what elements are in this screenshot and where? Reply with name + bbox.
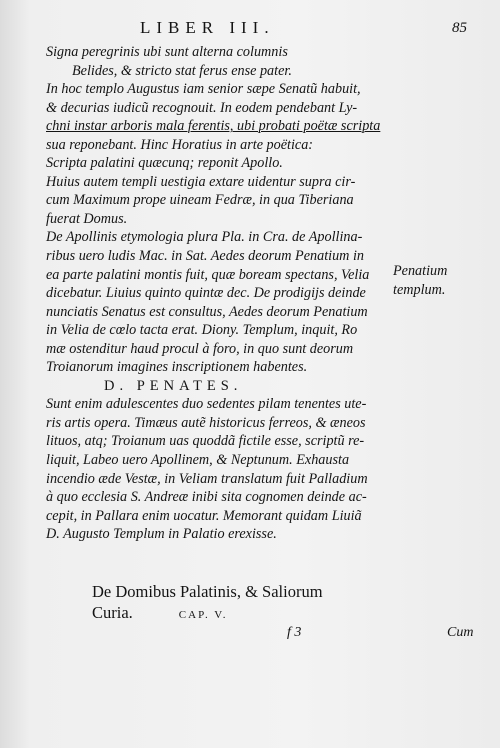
chapter-title: De Domibus Palatinis, & Saliorum: [92, 582, 323, 601]
text-line: dicebatur. Liuius quinto quintæ dec. De prodigijs deinde: [46, 285, 366, 302]
margin-note: templum.: [393, 282, 446, 298]
text-line: cepit, in Pallara enim uocatur. Memorant quidam Liuiã: [46, 507, 362, 524]
running-head: LIBER III.: [140, 18, 275, 37]
page-footer: [0, 625, 500, 645]
chapter-heading: [92, 581, 392, 626]
text-line: Signa peregrinis ubi sunt alterna columnis: [46, 44, 288, 60]
text-line: D. Augusto Templum in Palatio erexisse.: [46, 526, 277, 543]
margin-note: Penatium: [393, 263, 448, 279]
section-heading: D. PENATES.: [104, 377, 243, 394]
page-number: 85: [452, 20, 467, 36]
text-line: Huius autem templi uestigia extare uidentur supra cir-: [46, 173, 356, 190]
text-line: ris artis opera. Timæus autẽ historicus ferreos, & æneos: [46, 414, 366, 431]
chapter-title-continued: Curia. CAP. V.: [92, 603, 228, 622]
text-line: à quo ecclesia S. Andreæ inibi sita cognomen deinde ac-: [46, 489, 367, 506]
text-line: In hoc templo Augustus iam senior sæpe Senatũ habuit,: [46, 81, 361, 98]
text-line: Scripta palatini quæcunq; reponit Apollo.: [46, 155, 283, 172]
text-line: ea parte palatini montis fuit, quæ boream spectans, Velia: [46, 266, 370, 283]
chapter-number: CAP. V.: [178, 609, 228, 621]
text-line: Troianorum imagines inscriptionem habentes.: [46, 359, 308, 376]
text-line: ribus uero ludis Mac. in Sat. Aedes deorum Penatium in: [46, 248, 365, 265]
text-line: & decurias iudicũ recognouit. In eodem pendebant Ly-: [46, 99, 358, 116]
text-line: lituos, atq; Troianum uas quoddã fictile esse, scriptũ re-: [46, 433, 365, 450]
text-line: Belides, & stricto stat ferus ense pater.: [72, 62, 292, 79]
text-line: sua reponebant. Hinc Horatius in arte poëtica:: [46, 136, 314, 153]
text-line: mæ ostenditur haud procul à foro, in quo sunt deorum: [46, 340, 354, 357]
text-line: in Velia de cœlo tacta erat. Diony. Templum, inquit, Ro: [46, 322, 358, 339]
page-header: [0, 14, 500, 40]
main-text-block: [46, 43, 392, 544]
text-line: chni instar arboris mala ferentis, ubi probati poëtæ scripta: [46, 118, 381, 135]
text-line: Sunt enim adulescentes duo sedentes pilam tenentes ute-: [46, 396, 367, 413]
text-line: De Apollinis etymologia plura Pla. in Cra. de Apollina-: [46, 229, 363, 246]
signature-mark: f 3: [287, 625, 302, 640]
text-line: cum Maximum prope uineam Fedræ, in qua Tiberiana: [46, 192, 354, 209]
text-line: incendio æde Vestæ, in Veliam translatum fuit Palladium: [46, 470, 368, 487]
catchword: Cum: [447, 625, 474, 640]
text-line: nunciatis Senatus est consultus, Aedes deorum Penatium: [46, 303, 368, 320]
text-line: liquit, Labeo uero Apollinem, & Neptunum. Exhausta: [46, 452, 350, 469]
text-line: fuerat Domus.: [46, 210, 128, 227]
